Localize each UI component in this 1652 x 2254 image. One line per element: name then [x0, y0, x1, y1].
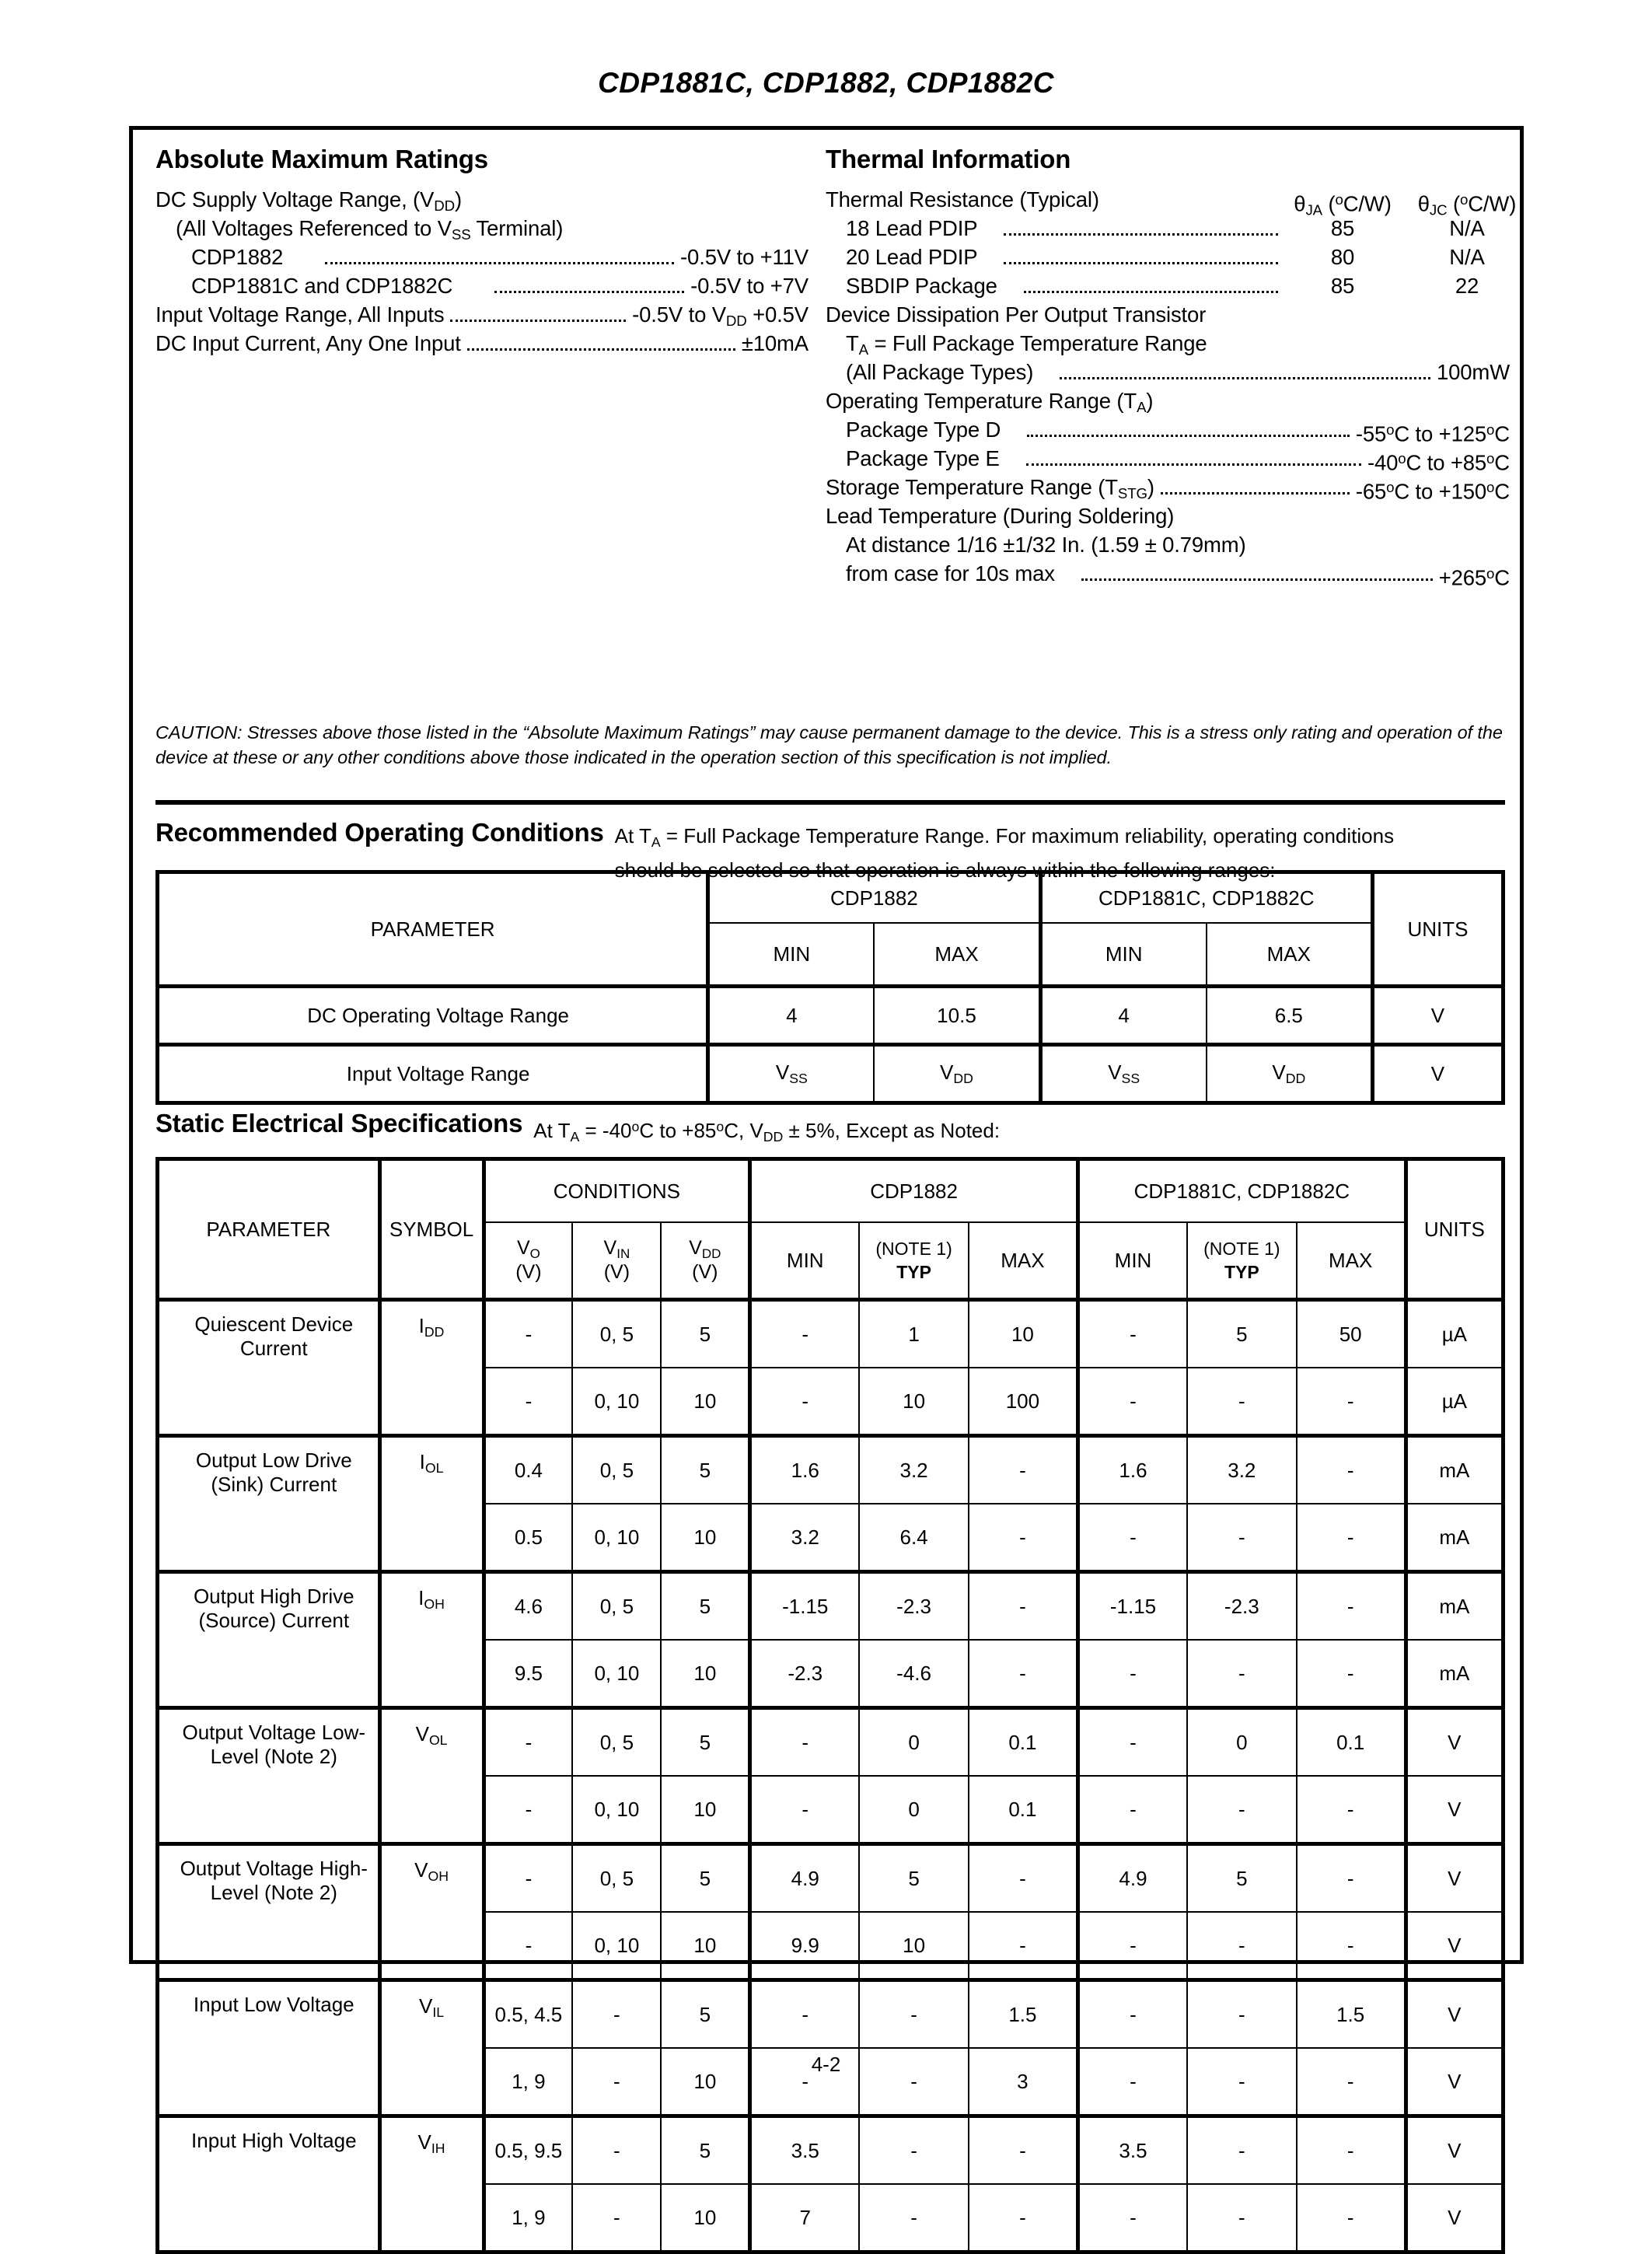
- row-cell-vdd: 5: [661, 1980, 749, 2049]
- row-cell-units: V: [1406, 2116, 1503, 2185]
- rating-label: Device Dissipation Per Output Transistor: [826, 300, 1206, 329]
- rating-value: -0.5V to +11V: [680, 243, 809, 271]
- row-cell-max-2: -: [1297, 1436, 1406, 1504]
- row-cell-min-1: -2.3: [750, 1640, 860, 1708]
- rating-line: [826, 300, 1510, 329]
- row-cell-vdd: 5: [661, 1708, 749, 1777]
- page-content: [155, 145, 1505, 1948]
- row-cell-units: V: [1406, 1844, 1503, 1913]
- page-footer: 4-2: [0, 2053, 1652, 2077]
- row-cell-units: mA: [1406, 1572, 1503, 1641]
- row-cell-vo: -: [484, 1300, 572, 1368]
- row-cell: 10.5: [874, 987, 1040, 1045]
- row-symbol: $I_{OL}$: [379, 1436, 484, 1572]
- thermal-information-heading: Thermal Information: [826, 145, 1510, 174]
- rating-label: (All Voltages Referenced to $V_{SS}$ Terminal): [155, 214, 563, 249]
- header-group-cdp1882: CDP1882: [750, 1159, 1078, 1223]
- leader-dots: [1060, 377, 1430, 379]
- row-cell-max-1: 0.1: [969, 1708, 1078, 1777]
- row-cell-units: µA: [1406, 1300, 1503, 1368]
- row-cell-typ-2: 5: [1187, 1300, 1297, 1368]
- table-row: [158, 1300, 1504, 1368]
- table-row: [158, 1436, 1504, 1504]
- table-row: [158, 1045, 1504, 1103]
- static-electrical-specifications-heading: Static Electrical Specifications: [155, 1109, 522, 1138]
- row-cell-typ-2: -: [1187, 2184, 1297, 2252]
- row-cell-max-2: -: [1297, 1912, 1406, 1980]
- rating-line: [155, 214, 809, 243]
- row-cell-max-1: -: [969, 1504, 1078, 1572]
- table-bottom-edge: [158, 1103, 1504, 1106]
- row-cell-max-2: 1.5: [1297, 1980, 1406, 2049]
- row-cell-max-1: -: [969, 1572, 1078, 1641]
- rating-label: DC Supply Voltage Range, $(V_{DD})$: [155, 185, 462, 220]
- subheader-min-2: MIN: [1040, 923, 1207, 987]
- row-cell-vdd: 10: [661, 1368, 749, 1436]
- row-cell-max-2: -: [1297, 1572, 1406, 1641]
- thermal-label: SBDIP Package: [826, 271, 997, 300]
- row-cell-max-2: -: [1297, 1504, 1406, 1572]
- row-symbol: $I_{DD}$: [379, 1300, 484, 1436]
- subheader-typ-2: (NOTE 1) TYP: [1187, 1222, 1297, 1300]
- row-cell-min-2: 3.5: [1077, 2116, 1187, 2185]
- static-electrical-specifications-table-wrap: [155, 1157, 1505, 2254]
- header-group-cdp1882: CDP1882: [708, 872, 1040, 924]
- subheader-typ-1: (NOTE 1) TYP: [859, 1222, 969, 1300]
- row-parameter: Input High Voltage: [158, 2116, 380, 2252]
- row-cell: $V_{SS}$: [1040, 1045, 1207, 1103]
- row-cell-typ-1: -: [859, 2116, 969, 2185]
- row-cell-max-1: -: [969, 1640, 1078, 1708]
- row-cell: $V_{DD}$: [1207, 1045, 1373, 1103]
- rating-label: Package Type E: [826, 444, 1000, 473]
- rating-value: -55$^o$C to $+125^oC$: [1356, 415, 1510, 448]
- row-parameter: DC Operating Voltage Range: [158, 987, 708, 1045]
- header-units: UNITS: [1372, 872, 1503, 987]
- row-cell: $V_{DD}$: [874, 1045, 1040, 1103]
- row-parameter: Output Voltage Low-Level (Note 2): [158, 1708, 380, 1844]
- static-electrical-specifications-description: At $T_A = -40^oC$ to $+85^oC$, $V_{DD} \pm 5\%$, Except as Noted:: [522, 1109, 1000, 1151]
- row-cell-typ-1: 0: [859, 1708, 969, 1777]
- subheader-min-2: MIN: [1077, 1222, 1187, 1300]
- row-cell-vdd: 10: [661, 1912, 749, 1980]
- rating-label: $T_A$ = Full Package Temperature Range: [826, 329, 1207, 364]
- thermal-value-ja: 80: [1292, 243, 1393, 271]
- thermal-value-jc: N/A: [1416, 243, 1518, 271]
- header-parameter: PARAMETER: [158, 1159, 380, 1300]
- table-row: [158, 987, 1504, 1045]
- row-cell-typ-2: 3.2: [1187, 1436, 1297, 1504]
- row-cell-vdd: 10: [661, 1640, 749, 1708]
- table-row: [158, 1708, 1504, 1777]
- row-cell-max-1: 3: [969, 2048, 1078, 2116]
- leader-dots: [1024, 291, 1278, 293]
- table-header-row: [158, 872, 1504, 924]
- row-cell-vdd: 5: [661, 2116, 749, 2185]
- row-units: V: [1372, 1045, 1503, 1103]
- row-cell: 4: [1040, 987, 1207, 1045]
- row-parameter: Input Low Voltage: [158, 1980, 380, 2116]
- row-cell-min-1: 3.5: [750, 2116, 860, 2185]
- absolute-maximum-ratings-section: [155, 145, 809, 358]
- thermal-value-jc: N/A: [1416, 214, 1518, 243]
- row-symbol: $V_{IH}$: [379, 2116, 484, 2252]
- row-cell-units: µA: [1406, 1368, 1503, 1436]
- row-cell-typ-1: -: [859, 2184, 969, 2252]
- row-cell-min-2: -: [1077, 1708, 1187, 1777]
- row-cell-min-1: -: [750, 1776, 860, 1844]
- row-cell-typ-1: -: [859, 1980, 969, 2049]
- row-cell-min-1: -: [750, 2048, 860, 2116]
- row-cell-typ-2: -: [1187, 1912, 1297, 1980]
- row-cell-vin: 0, 10: [572, 1504, 661, 1572]
- subheader-max-2: MAX: [1297, 1222, 1406, 1300]
- rating-label: DC Input Current, Any One Input: [155, 329, 461, 358]
- leader-dots: [1004, 233, 1278, 236]
- row-cell-vdd: 10: [661, 1504, 749, 1572]
- recommended-operating-conditions-table-wrap: [155, 870, 1505, 1105]
- row-cell-vin: -: [572, 2048, 661, 2116]
- table-row: [158, 2116, 1504, 2185]
- row-cell-vo: 0.5: [484, 1504, 572, 1572]
- thermal-information-section: [826, 145, 1510, 588]
- row-cell-min-2: 1.6: [1077, 1436, 1187, 1504]
- row-cell-max-2: -: [1297, 2116, 1406, 2185]
- recommended-operating-conditions-table: [155, 870, 1505, 1105]
- row-cell-units: mA: [1406, 1640, 1503, 1708]
- rating-label: Lead Temperature (During Soldering): [826, 501, 1174, 530]
- subheader-max-1: MAX: [969, 1222, 1078, 1300]
- row-cell-vo: -: [484, 1708, 572, 1777]
- row-cell-min-1: -: [750, 1708, 860, 1777]
- row-cell-typ-2: -: [1187, 1776, 1297, 1844]
- rating-line: [155, 300, 809, 329]
- row-cell-max-2: -: [1297, 1844, 1406, 1913]
- subheader-max-1: MAX: [874, 923, 1040, 987]
- leader-dots: [325, 262, 674, 264]
- absolute-maximum-ratings-heading: Absolute Maximum Ratings: [155, 145, 809, 174]
- row-cell-units: V: [1406, 1980, 1503, 2049]
- thermal-value-ja: 85: [1292, 271, 1393, 300]
- row-cell-typ-1: 6.4: [859, 1504, 969, 1572]
- row-parameter: Output High Drive (Source) Current: [158, 1572, 380, 1708]
- row-symbol: $V_{OL}$: [379, 1708, 484, 1844]
- row-cell-min-2: 4.9: [1077, 1844, 1187, 1913]
- row-cell-typ-2: -: [1187, 1980, 1297, 2049]
- row-cell-min-2: -: [1077, 1640, 1187, 1708]
- thermal-row: [826, 214, 1510, 243]
- rating-label: CDP1881C and CDP1882C: [155, 271, 452, 300]
- rating-line: [826, 386, 1510, 415]
- row-cell-max-1: 0.1: [969, 1776, 1078, 1844]
- row-cell-min-2: -: [1077, 2048, 1187, 2116]
- row-cell-min-1: 7: [750, 2184, 860, 2252]
- rating-value: ±10mA: [742, 329, 809, 358]
- table-row: [158, 1980, 1504, 2049]
- rating-line: [826, 415, 1510, 444]
- row-cell-vin: 0, 5: [572, 1708, 661, 1777]
- row-cell-vo: 1, 9: [484, 2184, 572, 2252]
- subheader-vdd: $V_{DD}$ (V): [661, 1222, 749, 1300]
- row-cell-min-1: -: [750, 1300, 860, 1368]
- row-cell-units: V: [1406, 1708, 1503, 1777]
- row-cell-vo: -: [484, 1844, 572, 1913]
- row-cell-units: V: [1406, 1912, 1503, 1980]
- row-cell-max-1: -: [969, 1436, 1078, 1504]
- row-cell-min-2: -: [1077, 1776, 1187, 1844]
- subheader-min-1: MIN: [750, 1222, 860, 1300]
- row-symbol: $V_{OH}$: [379, 1844, 484, 1980]
- absolute-maximum-ratings-list: [155, 185, 809, 358]
- row-cell-max-2: 0.1: [1297, 1708, 1406, 1777]
- row-cell-min-1: -1.15: [750, 1572, 860, 1641]
- row-cell-max-2: -: [1297, 2184, 1406, 2252]
- row-symbol: $I_{OH}$: [379, 1572, 484, 1708]
- row-cell-units: mA: [1406, 1436, 1503, 1504]
- rating-line: [155, 329, 809, 358]
- row-cell-units: mA: [1406, 1504, 1503, 1572]
- rating-value: -0.5V to +7V: [690, 271, 809, 300]
- row-cell-vin: 0, 10: [572, 1640, 661, 1708]
- row-cell-vdd: 10: [661, 1776, 749, 1844]
- thermal-information-list: [826, 185, 1510, 588]
- row-cell-min-2: -1.15: [1077, 1572, 1187, 1641]
- header-group-cdp1881c: CDP1881C, CDP1882C: [1040, 872, 1372, 924]
- table-row: [158, 1844, 1504, 1913]
- static-electrical-specifications-table: [155, 1157, 1505, 2254]
- row-cell-typ-2: 5: [1187, 1844, 1297, 1913]
- row-parameter: Quiescent Device Current: [158, 1300, 380, 1436]
- rating-line: [826, 329, 1510, 358]
- rating-line: [826, 473, 1510, 501]
- recommended-operating-conditions-description: At $T_A$ = Full Package Temperature Range. For maximum reliability, operating conditions should be selected so that operation is always within the following ranges:: [604, 818, 1455, 884]
- row-cell-vin: 0, 10: [572, 1912, 661, 1980]
- leader-dots: [467, 348, 735, 351]
- rating-line: [826, 358, 1510, 386]
- table-row: [158, 1572, 1504, 1641]
- row-cell-typ-1: 0: [859, 1776, 969, 1844]
- row-cell-max-1: -: [969, 2184, 1078, 2252]
- rating-value: $+265^oC$: [1439, 559, 1510, 592]
- rating-label: Input Voltage Range, All Inputs: [155, 300, 444, 329]
- row-cell-vo: 0.5, 9.5: [484, 2116, 572, 2185]
- thermal-row: [826, 243, 1510, 271]
- subheader-vo: $V_O$ (V): [484, 1222, 572, 1300]
- row-cell-typ-2: -: [1187, 1640, 1297, 1708]
- row-parameter: Input Voltage Range: [158, 1045, 708, 1103]
- row-cell-typ-1: 10: [859, 1368, 969, 1436]
- row-cell-vin: 0, 5: [572, 1300, 661, 1368]
- leader-dots: [1026, 463, 1361, 466]
- row-cell-min-2: -: [1077, 1980, 1187, 2049]
- row-cell-min-2: -: [1077, 2184, 1187, 2252]
- row-cell-typ-1: 1: [859, 1300, 969, 1368]
- rating-value: 100mW: [1437, 358, 1510, 386]
- row-cell-typ-2: 0: [1187, 1708, 1297, 1777]
- row-cell-vdd: 5: [661, 1300, 749, 1368]
- row-cell-typ-1: -2.3: [859, 1572, 969, 1641]
- row-cell: 4: [708, 987, 875, 1045]
- thermal-value-ja: $\theta_{JA}$ ($^o$C/W): [1292, 185, 1393, 225]
- row-cell-max-1: 10: [969, 1300, 1078, 1368]
- thermal-value-ja: 85: [1292, 214, 1393, 243]
- thermal-label: 18 Lead PDIP: [826, 214, 977, 243]
- row-cell-vdd: 5: [661, 1844, 749, 1913]
- rating-label: (All Package Types): [826, 358, 1033, 386]
- row-cell-min-1: 4.9: [750, 1844, 860, 1913]
- row-cell-min-1: -: [750, 1368, 860, 1436]
- rating-value: -0.5V to $V_{DD} +0.5V$: [632, 300, 809, 335]
- row-cell-vo: 0.5, 4.5: [484, 1980, 572, 2049]
- thermal-value-jc: 22: [1416, 271, 1518, 300]
- header-parameter: PARAMETER: [158, 872, 708, 987]
- subheader-min-0: MIN: [708, 923, 875, 987]
- rating-line: [826, 501, 1510, 530]
- row-cell-vo: 0.4: [484, 1436, 572, 1504]
- rating-value: -65$^o$C to $+150^oC$: [1356, 473, 1510, 505]
- row-cell-max-1: -: [969, 2116, 1078, 2185]
- row-cell-vo: 4.6: [484, 1572, 572, 1641]
- row-cell-units: V: [1406, 2184, 1503, 2252]
- row-cell-min-1: 3.2: [750, 1504, 860, 1572]
- rating-line: [826, 559, 1510, 588]
- row-cell-vo: -: [484, 1912, 572, 1980]
- row-cell-max-1: 1.5: [969, 1980, 1078, 2049]
- row-cell-max-2: -: [1297, 2048, 1406, 2116]
- thermal-row: [826, 271, 1510, 300]
- header-group-cdp1881c: CDP1881C, CDP1882C: [1077, 1159, 1406, 1223]
- thermal-row: [826, 185, 1510, 214]
- leader-dots: [1081, 578, 1433, 581]
- row-cell-vin: 0, 10: [572, 1776, 661, 1844]
- row-cell-min-2: -: [1077, 1504, 1187, 1572]
- rating-label: from case for 10s max: [826, 559, 1055, 588]
- header-group-conditions: CONDITIONS: [484, 1159, 750, 1223]
- row-cell-typ-1: 5: [859, 1844, 969, 1913]
- rating-line: [826, 530, 1510, 559]
- row-cell-units: V: [1406, 2048, 1503, 2116]
- divider-rule-1: [155, 800, 1505, 805]
- rating-label: Storage Temperature Range $(T_{STG})$: [826, 473, 1154, 508]
- leader-dots: [1004, 262, 1278, 264]
- row-cell-max-2: -: [1297, 1640, 1406, 1708]
- header-symbol: SYMBOL: [379, 1159, 484, 1300]
- thermal-label: 20 Lead PDIP: [826, 243, 977, 271]
- rating-label: Package Type D: [826, 415, 1001, 444]
- row-cell: $V_{SS}$: [708, 1045, 875, 1103]
- rating-line: [826, 444, 1510, 473]
- row-cell-typ-1: -4.6: [859, 1640, 969, 1708]
- row-units: V: [1372, 987, 1503, 1045]
- row-cell-vin: 0, 5: [572, 1844, 661, 1913]
- rating-label: CDP1882: [155, 243, 283, 271]
- row-cell-typ-1: -: [859, 2048, 969, 2116]
- row-cell-typ-2: -: [1187, 2048, 1297, 2116]
- row-cell: 6.5: [1207, 987, 1373, 1045]
- row-cell-typ-2: -: [1187, 2116, 1297, 2185]
- subheader-max-3: MAX: [1207, 923, 1373, 987]
- leader-dots: [1027, 435, 1350, 437]
- row-cell-units: V: [1406, 1776, 1503, 1844]
- rating-label: At distance 1/16 ±1/32 In. (1.59 ± 0.79mm): [826, 530, 1246, 559]
- row-cell-min-1: 9.9: [750, 1912, 860, 1980]
- row-cell-min-2: -: [1077, 1300, 1187, 1368]
- row-cell-min-2: -: [1077, 1368, 1187, 1436]
- row-cell-typ-2: -: [1187, 1368, 1297, 1436]
- row-parameter: Output Voltage High-Level (Note 2): [158, 1844, 380, 1980]
- row-cell-min-2: -: [1077, 1912, 1187, 1980]
- recommended-operating-conditions-heading: Recommended Operating Conditions: [155, 818, 604, 847]
- row-cell-vin: -: [572, 1980, 661, 2049]
- row-cell-vin: 0, 5: [572, 1572, 661, 1641]
- row-cell-typ-2: -2.3: [1187, 1572, 1297, 1641]
- row-cell-max-2: 50: [1297, 1300, 1406, 1368]
- thermal-value-jc: $\theta_{JC}$ ($^o$C/W): [1416, 185, 1518, 225]
- page-title: CDP1881C, CDP1882, CDP1882C: [0, 67, 1652, 100]
- rating-value: -40$^o$C to $+85^oC$: [1367, 444, 1510, 477]
- row-cell-vo: -: [484, 1776, 572, 1844]
- row-cell-vdd: 5: [661, 1572, 749, 1641]
- row-cell-vin: -: [572, 2184, 661, 2252]
- row-symbol: $V_{IL}$: [379, 1980, 484, 2116]
- row-cell-vdd: 10: [661, 2048, 749, 2116]
- rating-line: [155, 243, 809, 271]
- row-cell-vin: 0, 5: [572, 1436, 661, 1504]
- row-cell-typ-2: -: [1187, 1504, 1297, 1572]
- subheader-vin: $V_{IN}$ (V): [572, 1222, 661, 1300]
- row-cell-max-1: -: [969, 1912, 1078, 1980]
- rating-label: Operating Temperature Range $(T_A)$: [826, 386, 1153, 421]
- thermal-label: Thermal Resistance (Typical): [826, 185, 1099, 214]
- row-cell-min-1: -: [750, 1980, 860, 2049]
- row-cell-max-2: -: [1297, 1776, 1406, 1844]
- leader-dots: [494, 291, 684, 293]
- row-cell-vin: 0, 10: [572, 1368, 661, 1436]
- row-cell-vo: -: [484, 1368, 572, 1436]
- row-cell-typ-1: 10: [859, 1912, 969, 1980]
- rating-line: [155, 271, 809, 300]
- row-parameter: Output Low Drive (Sink) Current: [158, 1436, 380, 1572]
- leader-dots: [1161, 492, 1350, 494]
- static-electrical-specifications-header: [155, 1109, 1505, 1151]
- leader-dots: [450, 320, 626, 322]
- row-cell-vin: -: [572, 2116, 661, 2185]
- rating-line: [155, 185, 809, 214]
- row-cell-vdd: 5: [661, 1436, 749, 1504]
- table-header-row: [158, 1159, 1504, 1223]
- row-cell-min-1: 1.6: [750, 1436, 860, 1504]
- row-cell-max-2: -: [1297, 1368, 1406, 1436]
- header-units: UNITS: [1406, 1159, 1503, 1300]
- row-cell-vo: 9.5: [484, 1640, 572, 1708]
- row-cell-vo: 1, 9: [484, 2048, 572, 2116]
- row-cell-vdd: 10: [661, 2184, 749, 2252]
- row-cell-max-1: 100: [969, 1368, 1078, 1436]
- row-cell-max-1: -: [969, 1844, 1078, 1913]
- caution-note: CAUTION: Stresses above those listed in the “Absolute Maximum Ratings” may cause permanent damage to the device. This is a stress only rating and operation of the device at these or any other conditions above those indicated in the operation section of this specification is not implied.: [155, 720, 1505, 770]
- row-cell-typ-1: 3.2: [859, 1436, 969, 1504]
